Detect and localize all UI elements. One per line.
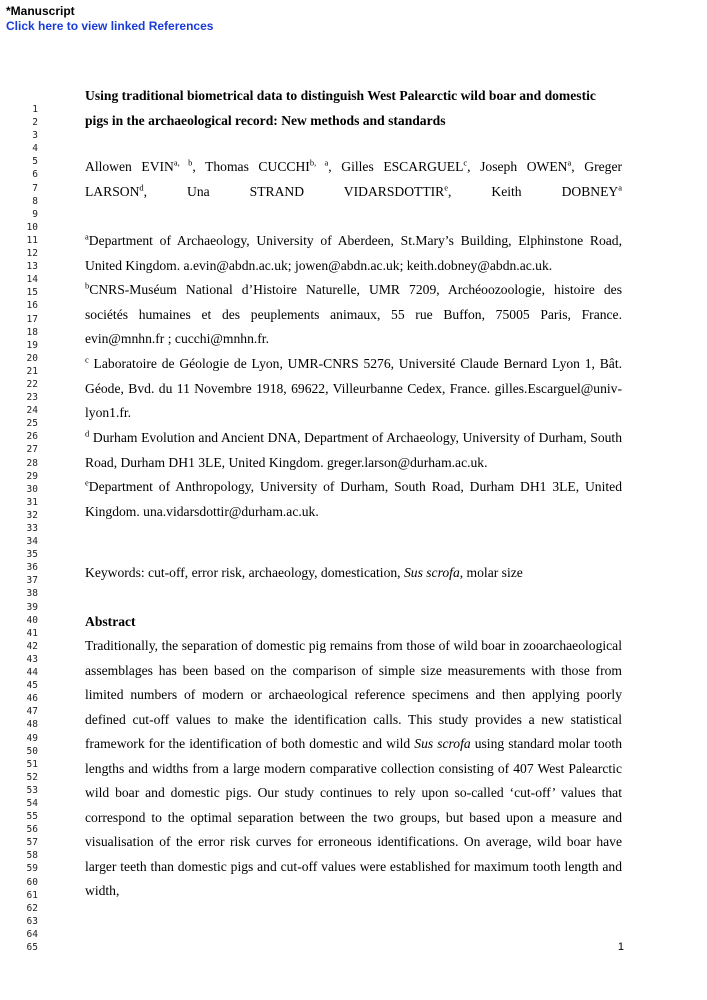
affiliation-b: [85, 278, 622, 352]
keywords: [85, 561, 622, 586]
line-number: 63: [26, 915, 38, 927]
affiliation-text: Department of Archaeology, University of Aberdeen, St.Mary’s Building, Elphinstone Road, United Kingdom. a.evin@abdn.ac.uk; jowen@abdn.ac.uk; keith.dobney@abdn.ac.uk.: [85, 233, 622, 273]
abstract-species: Sus scrofa: [414, 736, 471, 751]
line-number: 45: [26, 680, 38, 692]
abstract-heading: Abstract: [85, 614, 136, 629]
affiliation-text: Laboratoire de Géologie de Lyon, UMR-CNRS 5276, Université Claude Bernard Lyon 1, Bât. Géode, Bvd. du 11 Novembre 1918, 69622, Villeurbanne Cedex, France. gilles.Escarguel@univ-lyon1.fr.: [85, 356, 622, 420]
line-number: 46: [26, 693, 38, 705]
affiliation-text: Department of Anthropology, University of Durham, South Road, Durham DH1 3LE, United Kingdom. una.vidarsdottir@durham.ac.uk.: [85, 479, 622, 519]
author-affiliation-marker: d: [139, 181, 144, 192]
line-number: 48: [26, 719, 38, 731]
manuscript-label: *Manuscript: [6, 4, 75, 18]
line-number: 56: [26, 824, 38, 836]
line-number: 59: [26, 863, 38, 875]
line-number: 58: [26, 850, 38, 862]
line-number: 20: [26, 352, 38, 364]
line-number: 40: [26, 614, 38, 626]
affiliation-c: [85, 352, 622, 426]
line-number: 3: [32, 130, 38, 142]
line-number: 25: [26, 418, 38, 430]
line-number: 35: [26, 549, 38, 561]
line-number: 24: [26, 405, 38, 417]
keywords-text: Keywords: cut-off, error risk, archaeology, domestication,: [85, 565, 404, 580]
line-number: 57: [26, 837, 38, 849]
line-number: 64: [26, 928, 38, 940]
author-list: Allowen EVIN$^{a, b}$, Thomas CUCCHI$^{b, a}$, Gilles ESCARGUEL$^c$, Joseph OWEN$^a$, Greger LARSON$^d$, Una STRAND VIDARSDOTTIR$^e$, Keith DOBNEY$^a$: [85, 157, 623, 199]
line-number: 9: [32, 208, 38, 220]
line-number: 38: [26, 588, 38, 600]
affiliation-d: [85, 426, 622, 475]
abstract-text-2: using standard molar tooth lengths and widths from a large modern comparative collection consisting of 407 West Palearctic wild boar and domestic pigs. Our study continues to rely upon so-called ‘cut-off’ values that correspond to the optimal separation between the two groups, but based upon a measure and visualisation of the error risk curves for erroneous identifications. On average, wild boar have larger teeth than domestic pigs and cut-off values were established for maximum tooth length and width,: [85, 736, 623, 898]
line-number: 41: [26, 627, 38, 639]
line-number: 22: [26, 378, 38, 390]
abstract-body: [85, 634, 622, 904]
line-number: 5: [32, 156, 38, 168]
line-number: 54: [26, 797, 38, 809]
line-number: 4: [32, 143, 38, 155]
line-number: 2: [32, 117, 38, 129]
line-number: 13: [26, 261, 38, 273]
affiliation-marker: e: [85, 477, 89, 488]
manuscript-header: [6, 4, 213, 34]
line-number: 10: [26, 221, 38, 233]
abstract-text-1: Traditionally, the separation of domestic pig remains from those of wild boar in zooarchaeological assemblages has been based on the comparison of simple size measurements with those from limited numbers of modern or archaeological reference specimens and then applying poorly defined cut-off values to make the identification calls. This study provides a new statistical framework for the identification of both domestic and wild: [85, 638, 622, 751]
line-number: 8: [32, 195, 38, 207]
affiliation-e: [85, 475, 622, 524]
line-number: 32: [26, 509, 38, 521]
line-number: 43: [26, 653, 38, 665]
line-number: 34: [26, 536, 38, 548]
affiliation-marker: c: [85, 354, 89, 365]
affiliation-text: CNRS-Muséum National d’Histoire Naturelle, UMR 7209, Archéoozoologie, histoire des sociétés humaines et des peuplements animaux, 55 rue Buffon, 75005 Paris, France. evin@mnhn.fr ; cucchi@mnhn.fr.: [85, 282, 622, 346]
affiliation-marker: b: [85, 280, 90, 291]
line-number: 6: [32, 169, 38, 181]
line-number: 27: [26, 444, 38, 456]
author-affiliation-marker: e: [444, 181, 449, 192]
author-affiliation-marker: a: [618, 181, 623, 192]
view-references-link[interactable]: Click here to view linked References: [6, 19, 214, 33]
line-number: 55: [26, 811, 38, 823]
author-affiliation-marker: b, a: [309, 157, 329, 168]
line-number: 37: [26, 575, 38, 587]
line-number: 18: [26, 326, 38, 338]
author-affiliation-marker: a: [567, 157, 572, 168]
line-number: 26: [26, 431, 38, 443]
line-number: 15: [26, 287, 38, 299]
line-number: 60: [26, 876, 38, 888]
author-name: Una STRAND VIDARSDOTTIR: [187, 183, 445, 199]
line-number: 21: [26, 365, 38, 377]
affiliation-text: Durham Evolution and Ancient DNA, Department of Archaeology, University of Durham, South Road, Durham DH1 3LE, United Kingdom. greger.larson@durham.ac.uk.: [85, 430, 622, 470]
page-number: 1: [617, 941, 624, 953]
author-name: Keith DOBNEY: [491, 183, 619, 199]
line-number: 47: [26, 706, 38, 718]
line-number: 30: [26, 483, 38, 495]
line-number: 31: [26, 496, 38, 508]
paper-title: Using traditional biometrical data to distinguish West Palearctic wild boar and domestic pigs in the archaeological record: New methods and standards: [85, 88, 596, 128]
line-number: 11: [26, 234, 38, 246]
line-number: 1: [32, 104, 38, 115]
line-number: 14: [26, 274, 38, 286]
keywords-text-end: , molar size: [459, 565, 523, 580]
line-number: 50: [26, 745, 38, 757]
line-number: 44: [26, 667, 38, 679]
affiliation-marker: d: [85, 428, 90, 439]
line-number: 17: [26, 313, 38, 325]
line-number: 28: [26, 457, 38, 469]
line-number: 39: [26, 601, 38, 613]
affiliation-marker: a: [85, 231, 89, 242]
author-affiliation-marker: c: [463, 157, 468, 168]
line-number: 16: [26, 300, 38, 312]
author-name: Gilles ESCARGUEL: [341, 159, 464, 174]
author-affiliation-marker: a, b: [173, 157, 193, 168]
line-number: 42: [26, 640, 38, 652]
line-number: 62: [26, 902, 38, 914]
author-name: Thomas CUCCHI: [205, 159, 310, 174]
line-number: 36: [26, 562, 38, 574]
affiliation-a: [85, 229, 622, 278]
line-number: 7: [32, 182, 38, 194]
line-number: 23: [26, 392, 38, 404]
line-number: 12: [26, 248, 38, 260]
line-number: 53: [26, 784, 38, 796]
line-number: 51: [26, 758, 38, 770]
line-number: 52: [26, 771, 38, 783]
author-name: Greger LARSON: [85, 159, 623, 199]
line-number: 33: [26, 523, 38, 534]
author-name: Joseph OWEN: [480, 159, 568, 174]
line-number: 61: [26, 889, 38, 901]
line-number: 29: [26, 470, 38, 482]
author-name: Allowen EVIN: [85, 159, 174, 174]
line-number: 19: [26, 339, 38, 351]
keyword-species: Sus scrofa: [403, 565, 460, 580]
line-number: 49: [26, 732, 38, 744]
line-number-gutter: [20, 103, 38, 954]
line-number: 65: [26, 942, 38, 953]
